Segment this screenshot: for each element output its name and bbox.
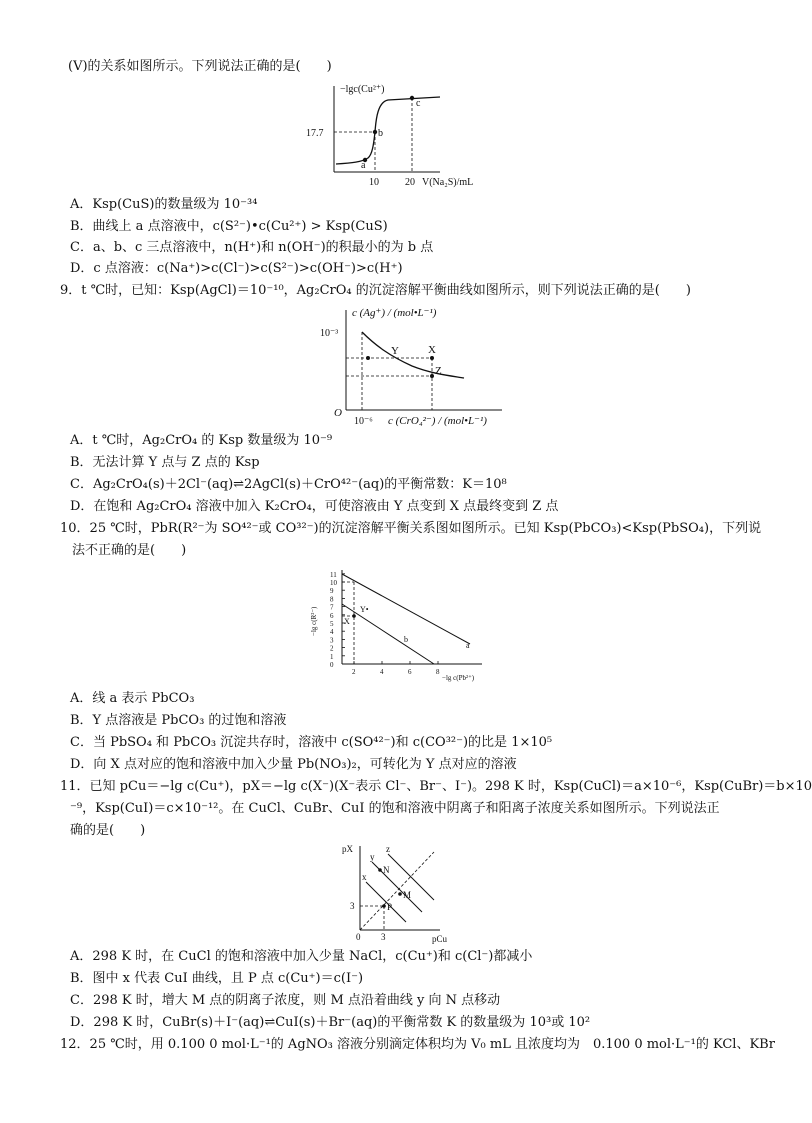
q10-option-b: B．Y 点溶液是 PbCO₃ 的过饱和溶液 [70,713,287,728]
q9-stem: 9．t ℃时，已知：Ksp(AgCl)＝10⁻¹⁰，Ag₂CrO₄ 的沉淀溶解平衡曲线如图所示，则下列说法正确的是( ) [60,283,691,298]
q10-x-tick-label: 2 [352,668,356,676]
q11-x-label: pCu [432,934,448,944]
q9-option-c: C．Ag₂CrO₄(s)＋2Cl⁻(aq)⇌2AgCl(s)＋CrO⁴²⁻(aq)的平衡常数：K＝10⁸ [70,477,507,492]
q10-y-tick-label: 5 [330,620,334,628]
q10-point-x [352,614,356,618]
q8-option-c: C．a、b、c 三点溶液中，n(H⁺)和 n(OH⁻)的积最小的为 b 点 [70,240,434,255]
q11-option-d: D．298 K 时，CuBr(s)＋I⁻(aq)⇌CuI(s)＋Br⁻(aq)的平衡常数 K 的数量级为 10³或 10² [70,1015,591,1030]
q11-label-y: y [370,852,375,862]
q9-point-y [366,356,370,360]
q10-solubility-graph [296,566,496,688]
q10-y-label: −lg c(R²⁻) [310,606,318,636]
q10-x-ticks [352,661,440,676]
q10-y-tick-label: 4 [330,628,334,637]
q8-titration-graph [300,78,474,190]
q11-stem-line1: 11．已知 pCu＝−lg c(Cu⁺)，pX＝−lg c(X⁻)(X⁻表示 Cl⁻、Br⁻、I⁻)。298 K 时，Ksp(CuCl)＝a×10⁻⁶，Ksp(CuBr)＝b×10 [60,779,812,794]
q9-option-d: D．在饱和 Ag₂CrO₄ 溶液中加入 K₂CrO₄，可使溶液由 Y 点变到 X 点最终变到 Z 点 [70,499,559,514]
q11-option-a: A．298 K 时，在 CuCl 的饱和溶液中加入少量 NaCl，c(Cu⁺)和 c(Cl⁻)都减小 [70,949,533,964]
q10-y-tick-label: 3 [330,636,334,645]
q9-x-tick: 10⁻⁶ [354,416,373,427]
q11-stem-line3: 确的是( ) [70,823,146,838]
q10-label-a: a [466,641,470,650]
q9-label-y: Y [391,345,399,357]
q10-y-tick-label: 0 [330,661,334,669]
q8-label-a: a [361,160,366,171]
q10-label-x: X [344,617,350,626]
q10-label-y: Y• [360,605,369,614]
q8-stem-tail: (V)的关系如图所示。下列说法正确的是( ) [68,59,332,74]
q11-option-c: C．298 K 时，增大 M 点的阴离子浓度，则 M 点沿着曲线 y 向 N 点移动 [70,993,501,1008]
q8-option-a: A．Ksp(CuS)的数量级为 10⁻³⁴ [70,197,258,212]
q11-y-tick-3: 3 [350,901,355,911]
q10-y-tick-label: 9 [330,587,334,596]
q8-label-c: c [416,98,421,109]
q10-line-b [342,604,434,664]
q9-option-b: B．无法计算 Y 点与 Z 点的 Ksp [70,455,260,470]
q9-point-x [430,356,434,360]
q9-solubility-graph [312,302,512,430]
q10-y-tick-label: 7 [330,603,334,612]
q11-point-p [382,904,386,908]
q10-y-tick-label: 11 [330,570,337,579]
q11-label-p: P [387,902,393,912]
q10-y-tick-label: 6 [330,611,334,620]
q10-label-b: b [404,635,408,644]
q11-label-x: x [362,872,367,882]
q11-origin: 0 [356,932,361,942]
q10-option-a: A．线 a 表示 PbCO₃ [70,691,195,706]
q8-y-label: −lgc(Cu²⁺) [340,84,385,95]
q9-x-label: c (CrO₄²⁻) / (mol•L⁻¹) [388,415,487,427]
q8-point-b [373,130,377,134]
q11-point-m [398,892,402,896]
q11-x-tick-3: 3 [381,932,386,942]
q10-x-tick-label: 6 [408,668,412,676]
q10-stem-line1: 10．25 ℃时，PbR(R²⁻为 SO⁴²⁻或 CO³²⁻)的沉淀溶解平衡关系图如图所示。已知 Ksp(PbCO₃)<Ksp(PbSO₄)，下列说 [60,521,762,536]
q10-x-tick-label: 8 [436,668,440,676]
q8-label-b: b [378,128,383,139]
q9-label-z: Z [435,365,442,377]
q9-point-z [430,374,434,378]
q9-origin: O [334,407,342,419]
q10-y-tick-label: 8 [330,595,334,604]
q10-x-tick-label: 4 [380,668,384,676]
q11-label-m: M [403,890,412,900]
q10-y-ticks [330,571,345,669]
q10-y-tick-label: 10 [330,579,337,587]
q8-x-tick-20: 20 [405,177,415,188]
q10-option-c: C．当 PbSO₄ 和 PbCO₃ 沉淀共存时，溶液中 c(SO⁴²⁻)和 c(CO³²⁻)的比是 1×10⁵ [70,735,553,750]
q9-curve [362,332,464,378]
q10-stem-line2: 法不正确的是( ) [72,543,187,558]
q11-label-z: z [386,844,390,854]
q9-y-tick: 10⁻³ [320,328,339,339]
q8-point-c [410,96,414,100]
q8-y-tick: 17.7 [306,128,324,139]
q10-x-label: −lg c(Pb²⁺) [442,674,475,682]
q9-y-label: c (Ag⁺) / (mol•L⁻¹) [352,307,437,319]
q9-label-x: X [428,344,436,356]
q8-x-tick-10: 10 [369,177,379,188]
q11-option-b: B．图中 x 代表 CuI 曲线，且 P 点 c(Cu⁺)＝c(I⁻) [70,971,364,986]
q8-x-label: V(Na₂S)/mL [422,177,474,188]
q11-pcu-px-graph [330,840,450,946]
q8-option-b: B．曲线上 a 点溶液中，c(S²⁻)•c(Cu²⁺) > Ksp(CuS) [70,219,388,234]
q10-y-tick-label: 1 [330,652,334,661]
q10-option-d: D．向 X 点对应的饱和溶液中加入少量 Pb(NO₃)₂，可转化为 Y 点对应的溶液 [70,757,517,772]
q12-stem: 12．25 ℃时，用 0.100 0 mol·L⁻¹的 AgNO₃ 溶液分别滴定体积均为 V₀ mL 且浓度均为 0.100 0 mol·L⁻¹的 KCl、KBr [60,1037,775,1052]
q11-label-n: N [383,865,390,875]
q8-option-d: D．c 点溶液：c(Na⁺)>c(Cl⁻)>c(S²⁻)>c(OH⁻)>c(H⁺) [70,261,403,276]
q8-curve [336,97,440,164]
q11-stem-line2: ⁻⁹，Ksp(CuI)＝c×10⁻¹²。在 CuCl、CuBr、CuI 的饱和溶液中阴离子和阳离子浓度关系如图所示。下列说法正 [70,801,720,816]
q9-option-a: A．t ℃时，Ag₂CrO₄ 的 Ksp 数量级为 10⁻⁹ [70,433,333,448]
q11-y-label: pX [342,844,353,854]
q11-point-n [378,868,382,872]
q10-y-tick-label: 2 [330,644,334,653]
